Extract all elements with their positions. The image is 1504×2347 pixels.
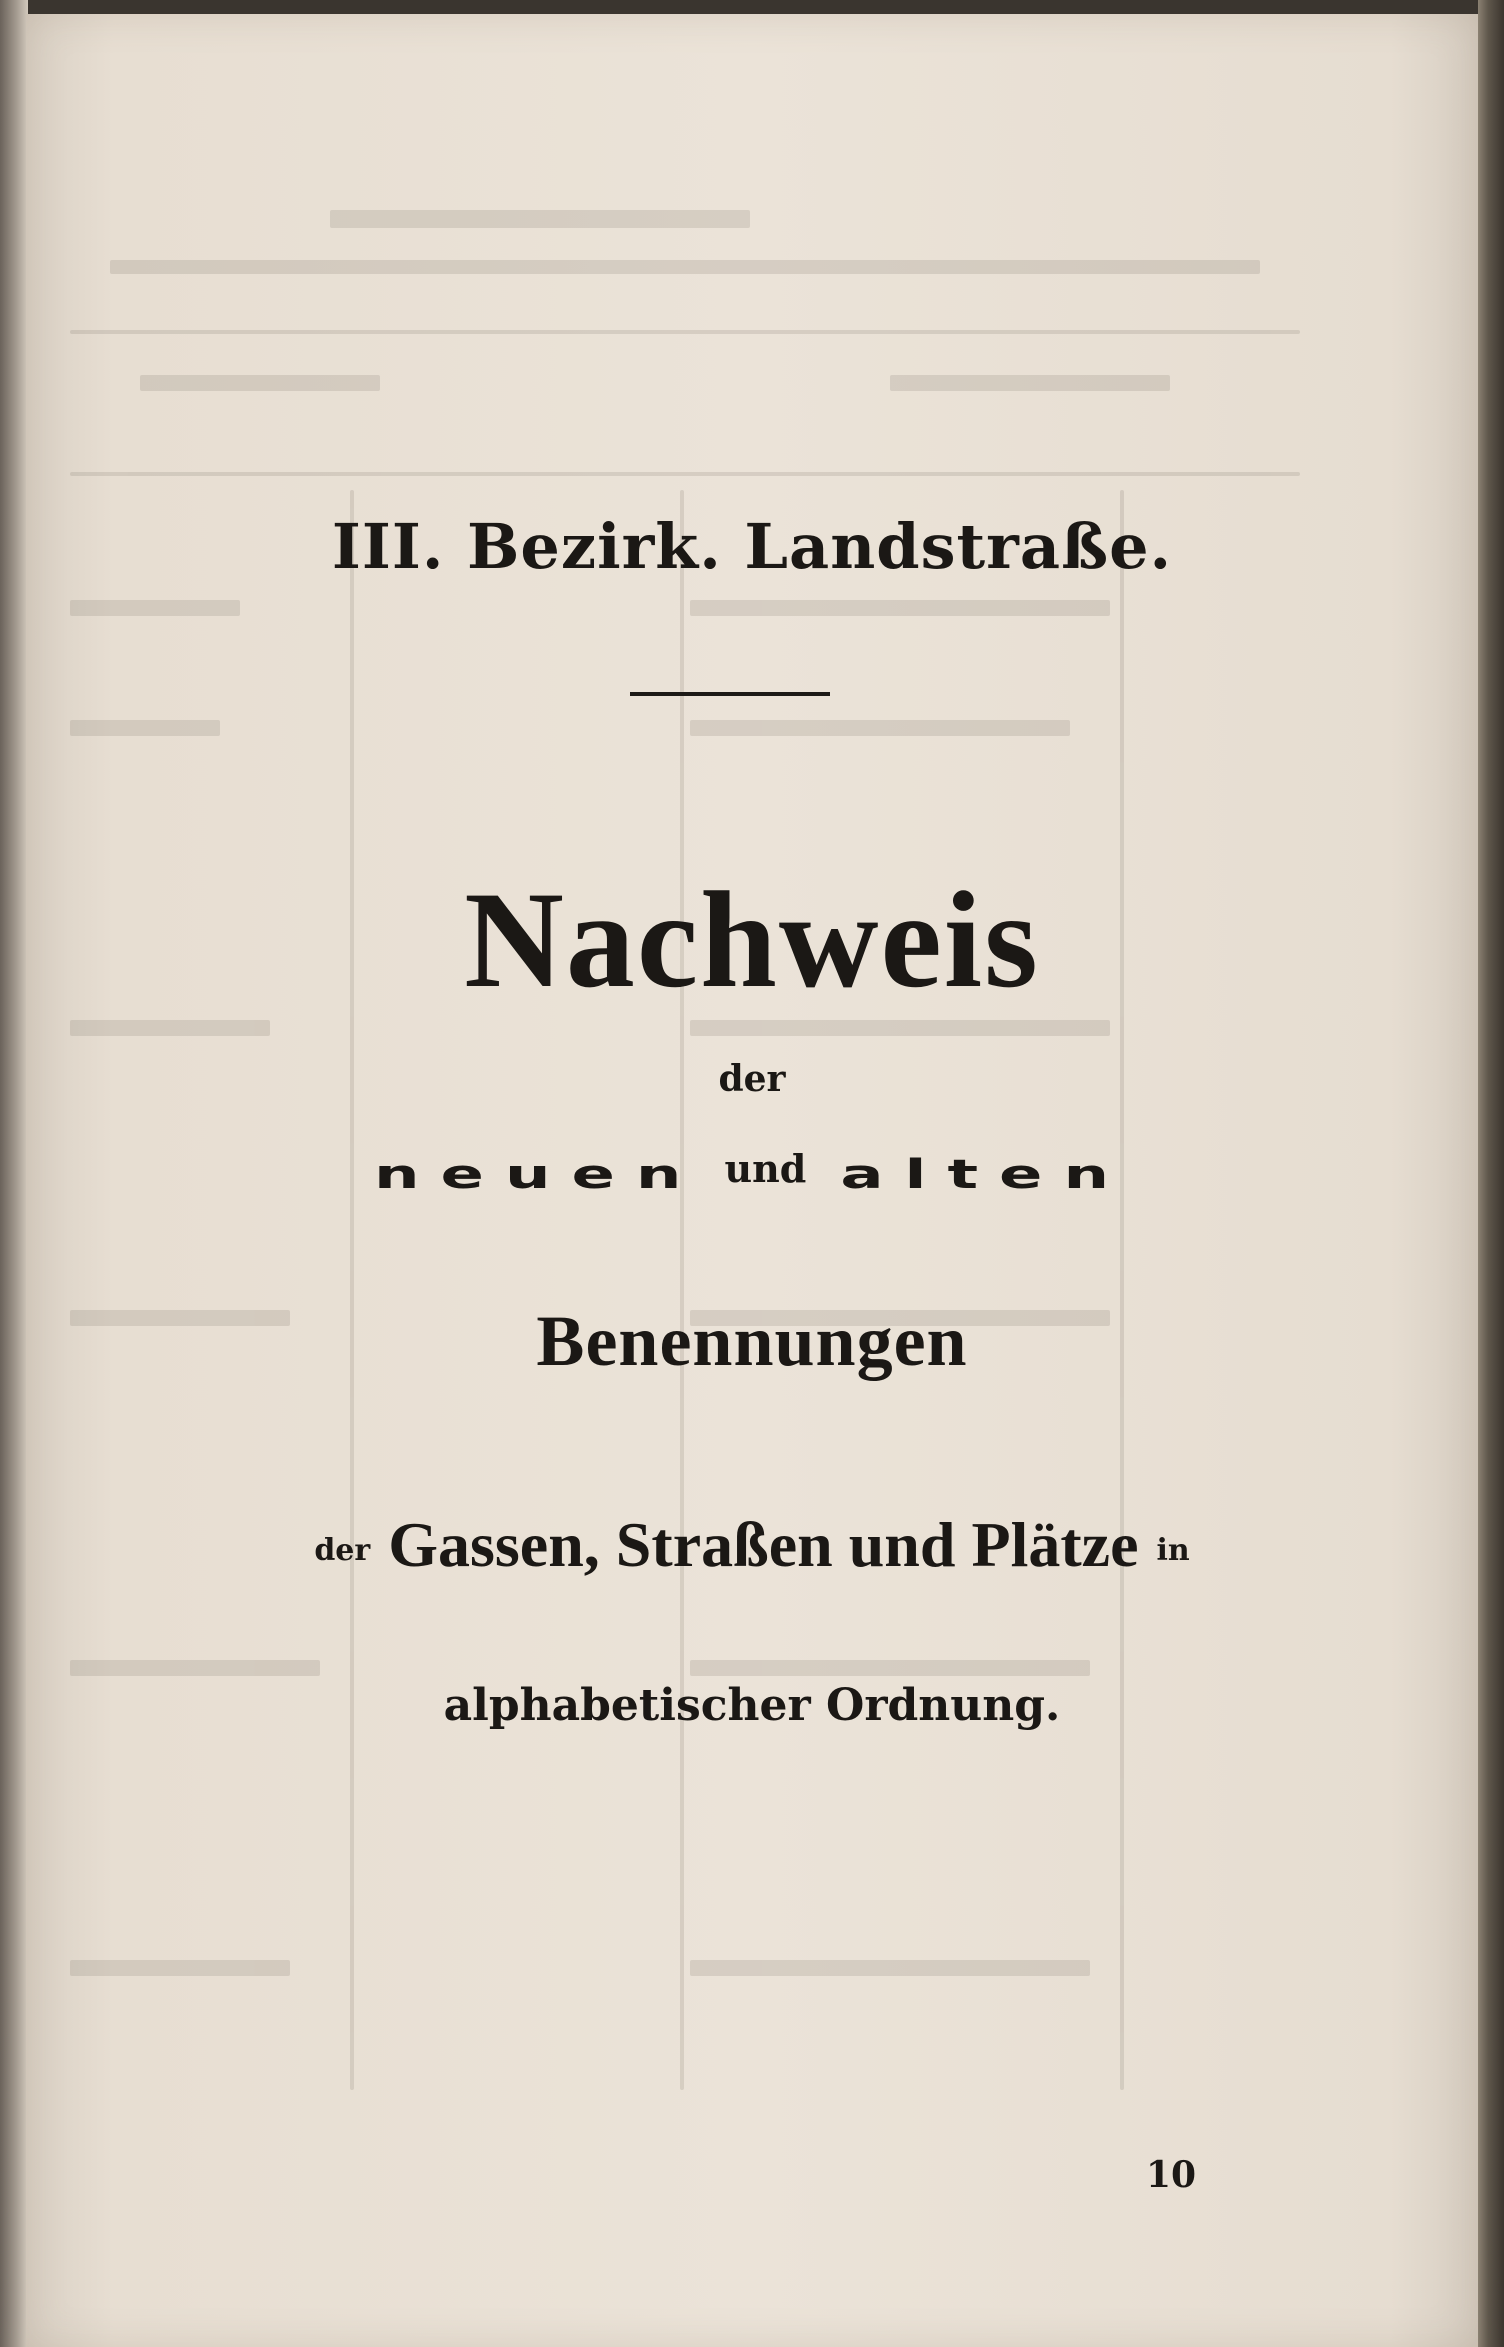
right-page-edges — [1478, 0, 1504, 2347]
district-title: III. Bezirk. Landstraße. — [331, 510, 1173, 583]
word-neuen: neuen — [373, 1152, 703, 1198]
article-der-2: der — [314, 1533, 371, 1568]
bleed-through-texture — [70, 160, 1350, 2100]
page-number: 10 — [1146, 2154, 1197, 2196]
streets-line — [26, 1508, 1478, 1582]
streets-text: Gassen, Straßen und Plätze — [388, 1509, 1139, 1580]
new-and-old-line — [26, 1138, 1478, 1212]
title-divider — [630, 692, 830, 696]
word-alten: alten — [840, 1152, 1130, 1198]
word-in: in — [1156, 1533, 1190, 1568]
left-book-gutter — [0, 0, 28, 2347]
main-heading: Nachweis — [464, 863, 1040, 1016]
article-der: der — [718, 1058, 786, 1100]
alphabetical-order-line: alphabetischer Ordnung. — [443, 1680, 1061, 1731]
word-und: und — [724, 1146, 807, 1191]
word-benennungen: Benennungen — [536, 1301, 968, 1381]
